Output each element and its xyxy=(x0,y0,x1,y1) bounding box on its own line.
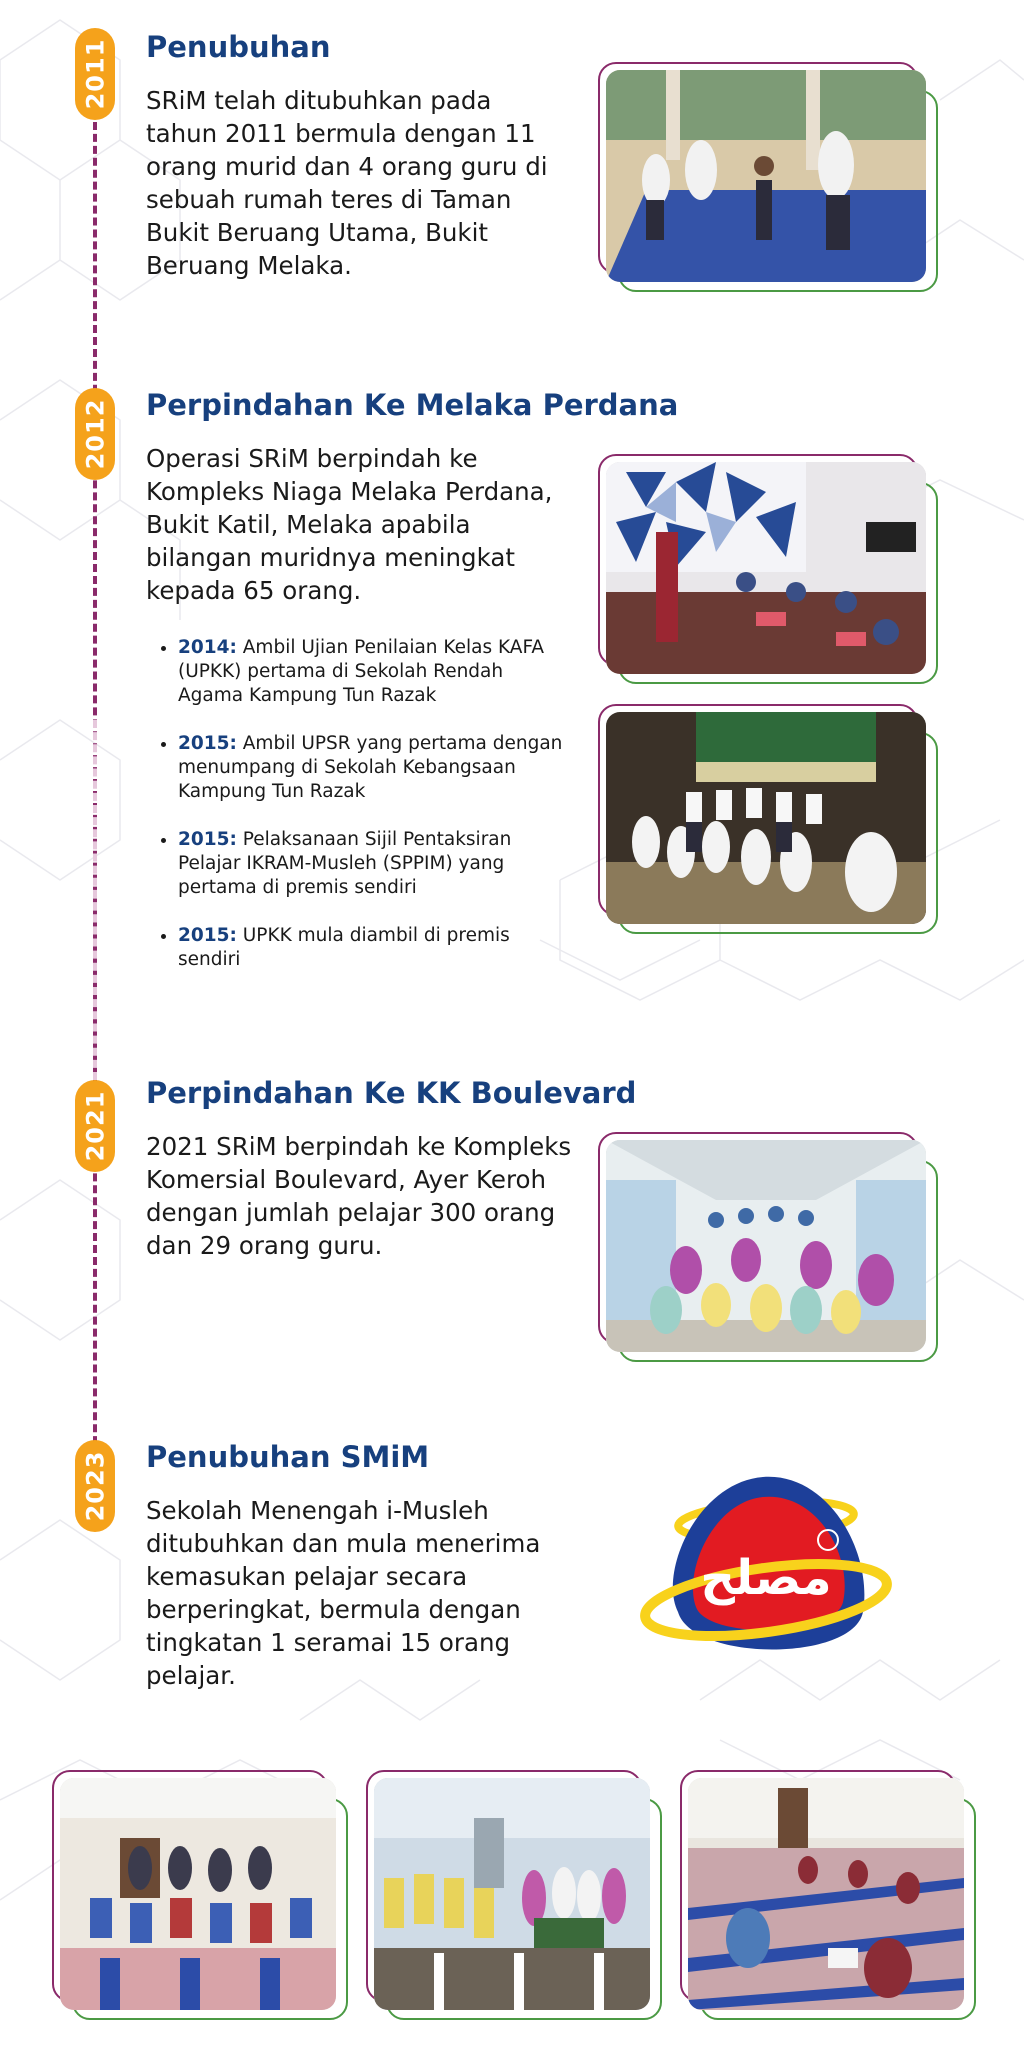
gallery-photo-3 xyxy=(688,1778,964,2010)
section-text-penubuhan-smim: Sekolah Menengah i-Musleh ditubuhkan dan mula menerima kemasukan pelajar secara berperingkat, bermula dengan tingkatan 1 seramai 15 orang pelajar. xyxy=(146,1496,541,1690)
section-title-melaka-perdana: Perpindahan Ke Melaka Perdana xyxy=(146,388,679,422)
milestone-item: • 2014: Ambil Ujian Penilaian Kelas KAFA (UPKK) pertama di Sekolah Rendah Agama Kampung Tun Razak xyxy=(178,636,568,708)
photo-2012-assembly xyxy=(606,712,926,924)
photo-2012-classroom xyxy=(606,462,926,674)
milestone-item: • 2015: Pelaksanaan Sijil Pentaksiran Pelajar IKRAM-Musleh (SPPIM) yang pertama di premis sendiri xyxy=(178,828,568,900)
milestone-item: • 2015: UPKK mula diambil di premis sendiri xyxy=(178,924,568,972)
photo-2011 xyxy=(606,70,926,282)
year-badge-2021: 2021 xyxy=(75,1080,115,1172)
section-title-penubuhan: Penubuhan xyxy=(146,30,331,64)
year-badge-2012: 2012 xyxy=(75,388,115,480)
year-badge-2023: 2023 xyxy=(75,1440,115,1532)
gallery-photo-1 xyxy=(60,1778,336,2010)
milestones-list xyxy=(158,636,568,996)
section-text-penubuhan: SRiM telah ditubuhkan pada tahun 2011 bermula dengan 11 orang murid dan 4 orang guru di sebuah rumah teres di Taman Bukit Beruang Utama, Bukit Beruang Melaka. xyxy=(146,86,548,280)
section-title-penubuhan-smim: Penubuhan SMiM xyxy=(146,1440,430,1474)
photo-2021 xyxy=(606,1140,926,1352)
milestone-item: • 2015: Ambil UPSR yang pertama dengan menumpang di Sekolah Kebangsaan Kampung Tun Razak xyxy=(178,732,568,804)
logo-arabic-text: مصلح xyxy=(700,1550,832,1606)
musleh-logo xyxy=(638,1462,898,1662)
section-text-melaka-perdana: Operasi SRiM berpindah ke Kompleks Niaga Melaka Perdana, Bukit Katil, Melaka apabila bilangan muridnya meningkat kepada 65 orang. xyxy=(146,444,553,605)
year-badge-2011: 2011 xyxy=(75,28,115,120)
section-text-kk-boulevard: 2021 SRiM berpindah ke Kompleks Komersial Boulevard, Ayer Keroh dengan jumlah pelajar 300 orang dan 29 orang guru. xyxy=(146,1132,572,1260)
timeline-line-faded xyxy=(93,720,97,1080)
section-title-kk-boulevard: Perpindahan Ke KK Boulevard xyxy=(146,1076,637,1110)
gallery-photo-2 xyxy=(374,1778,650,2010)
